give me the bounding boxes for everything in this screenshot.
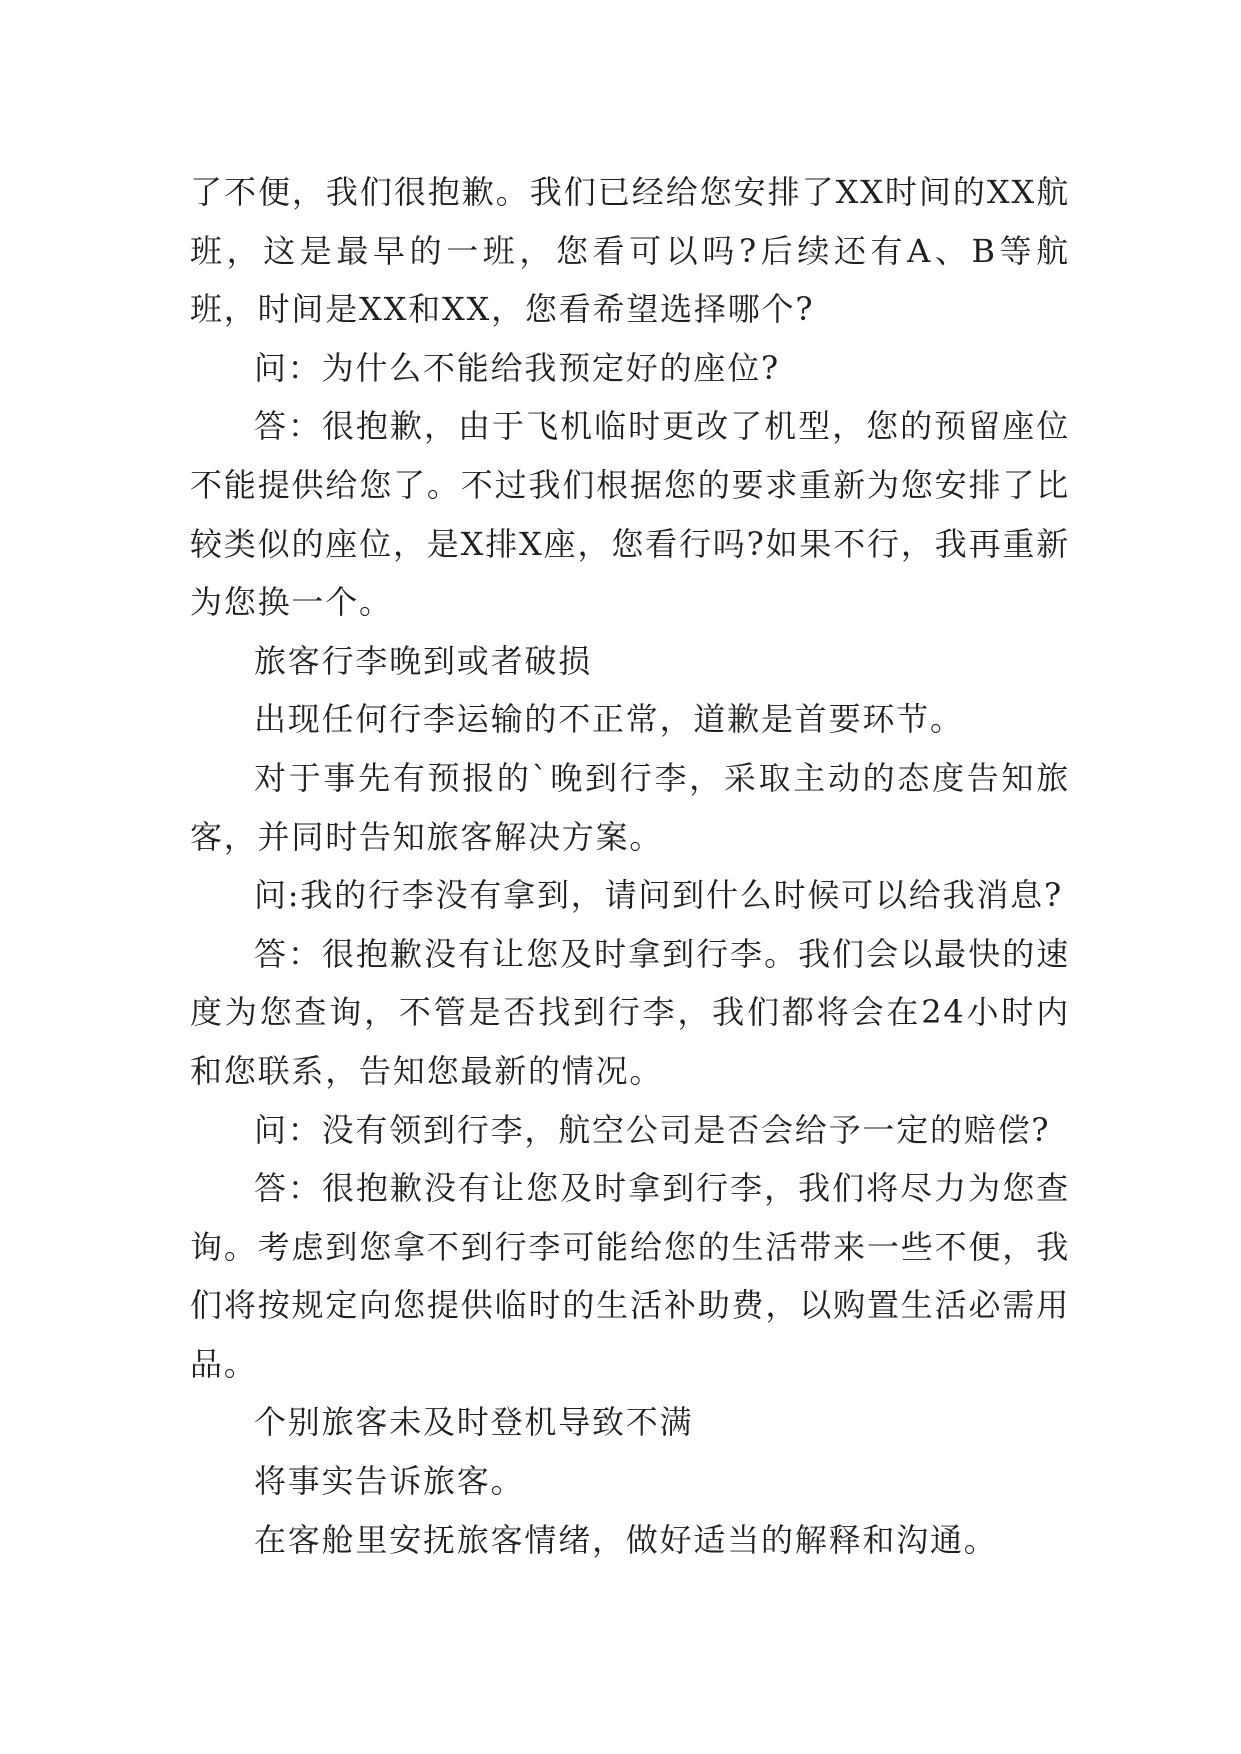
section-heading-baggage: 旅客行李晚到或者破损: [254, 641, 593, 680]
paragraph-tell-facts: 将事实告诉旅客。: [254, 1462, 525, 1501]
paragraph-baggage-proactive: 对于事先有预报的`晚到行李，采取主动的态度告知旅客，并同时告知旅客解决方案。: [190, 758, 1070, 856]
paragraph-cabin-comfort: 在客舱里安抚旅客情绪，做好适当的解释和沟通。: [254, 1520, 998, 1559]
paragraph-answer-seat: 答：很抱歉，由于飞机临时更改了机型，您的预留座位不能提供给您了。不过我们根据您的要求重新为您安排了比较类似的座位，是X排X座，您看行吗?如果不行，我再重新为您换一个。: [190, 407, 1070, 622]
paragraph-question-baggage-news: 问:我的行李没有拿到，请问到什么时候可以给我消息?: [254, 876, 1063, 915]
paragraph-question-compensation: 问：没有领到行李，航空公司是否会给予一定的赔偿?: [254, 1110, 1051, 1149]
paragraph-answer-baggage-news: 答：很抱歉没有让您及时拿到行李。我们会以最快的速度为您查询，不管是否找到行李，我们都将会在24小时内和您联系，告知您最新的情况。: [190, 934, 1070, 1090]
paragraph-baggage-apology: 出现任何行李运输的不正常，道歉是首要环节。: [254, 700, 964, 739]
paragraph-question-seat: 问：为什么不能给我预定好的座位?: [254, 348, 780, 387]
document-body: [190, 163, 1070, 1569]
paragraph-answer-compensation: 答：很抱歉没有让您及时拿到行李，我们将尽力为您查询。考虑到您拿不到行李可能给您的生活带来一些不便，我们将按规定向您提供临时的生活补助费，以购置生活必需用品。: [190, 1169, 1070, 1383]
section-heading-late-boarding: 个别旅客未及时登机导致不满: [254, 1403, 694, 1442]
paragraph-flight-rebooking-continued: 了不便，我们很抱歉。我们已经给您安排了XX时间的XX航班，这是最早的一班，您看可以吗?后续还有A、B等航班，时间是XX和XX，您看希望选择哪个?: [190, 173, 1070, 329]
